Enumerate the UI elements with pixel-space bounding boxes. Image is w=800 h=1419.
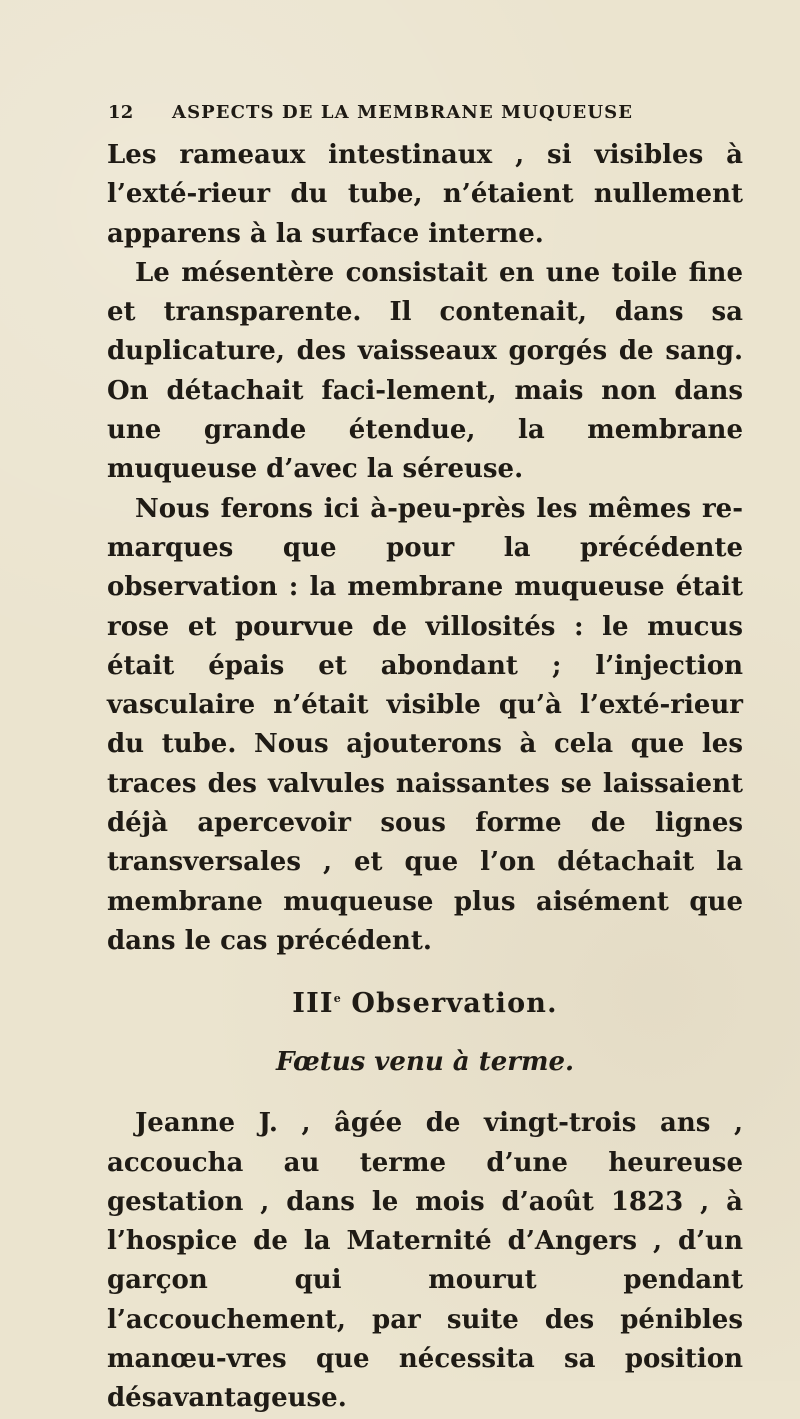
page-content [107, 136, 743, 1419]
observation-superscript: e [333, 992, 341, 1006]
page-number: 12 [108, 102, 134, 123]
paragraph-mesentery: Le mésentère consistait en une toile fine et transparente. Il contenait, dans sa duplicature, des vaisseaux gorgés de sang. On détachait faci-lement, mais non dans une grande étendue, la membrane muqueuse d’avec la séreuse. [107, 257, 743, 485]
paragraph-intestinal-branches: Les rameaux intestinaux , si visibles à l’exté-rieur du tube, n’étaient nullement apparens à la surface interne. [107, 140, 743, 249]
paragraph-remarks: Nous ferons ici à-peu-près les mêmes re-marques que pour la précédente observation : la membrane muqueuse était rose et pourvue de villosités : le mucus était épais et abondant ; l’injection vasculaire n’était visible qu’à l’exté-rieur du tube. Nous ajouterons à cela que les traces des valvules naissantes se laissaient déjà apercevoir sous forme de lignes transversales , et que l’on détachait la membrane muqueuse plus aisément que dans le cas précédent. [107, 493, 743, 956]
observation-title: Observation. [351, 988, 558, 1020]
running-head-title: ASPECTS DE LA MEMBRANE MUQUEUSE [172, 102, 634, 123]
observation-number: III [292, 988, 334, 1020]
observation-heading [107, 979, 743, 1024]
running-header [108, 102, 728, 123]
observation-subtitle: Fœtus venu à terme. [275, 1047, 575, 1078]
paragraph-case-description: Jeanne J. , âgée de vingt-trois ans , accoucha au terme d’une heureuse gestation , dans le mois d’août 1823 , à l’hospice de la Maternité d’Angers , d’un garçon qui mourut pendant l’accouchement, par suite des pénibles manœu-vres que nécessita sa position désavantageuse. [107, 1108, 743, 1414]
